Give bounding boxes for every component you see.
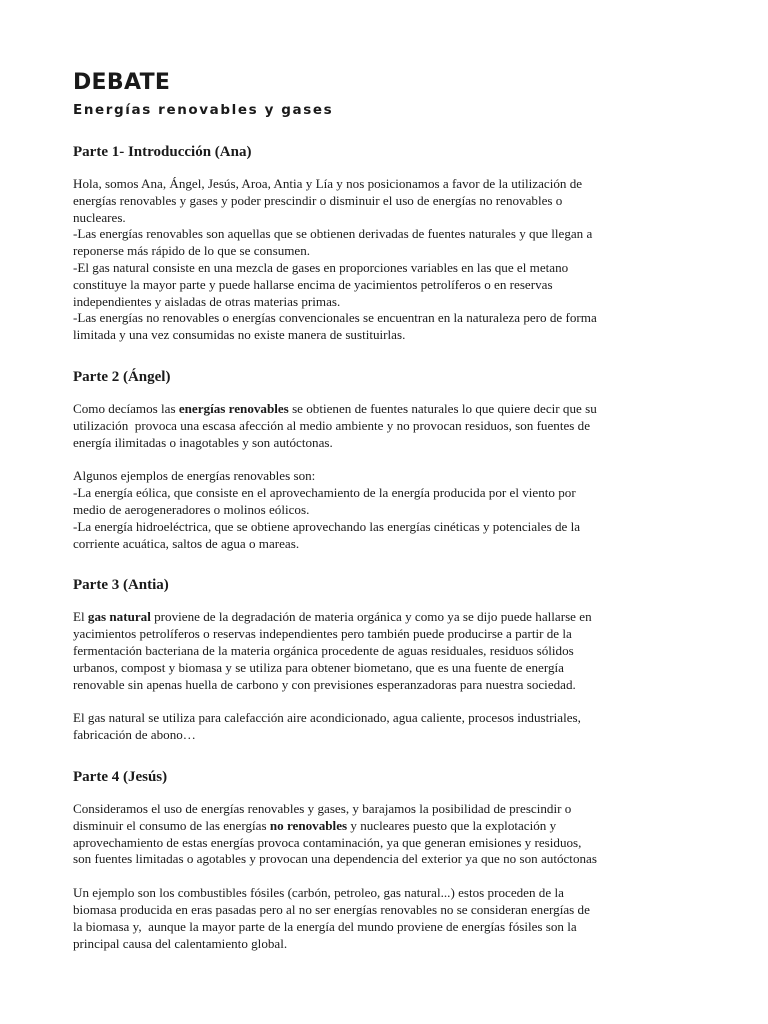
text-line: fabricación de abono… [73, 727, 196, 743]
bold-term: no renovables [269, 817, 348, 833]
text-line: Como decíamos las energías renovables se obtienen de fuentes naturales lo que quiere decir que su [73, 400, 597, 416]
text-line: utilización provoca una escasa afección al medio ambiente y no provocan residuos, son fuentes de [73, 417, 591, 433]
bold-term: energías renovables [178, 400, 289, 416]
text-line: Consideramos el uso de energías renovables y gases, y barajamos la posibilidad de prescindir o [73, 800, 572, 816]
text-line: renovable sin apenas huella de carbono y con previsiones esperanzadoras para nuestra sociedad. [73, 676, 576, 692]
text-line: energías renovables y gases y poder prescindir o disminuir el uso de energías no renovables o [73, 192, 563, 208]
text-line: -La energía hidroeléctrica, que se obtiene aprovechando las energías cinéticas y potenciales de la [73, 518, 581, 534]
section-parte-3 [73, 575, 703, 744]
text-line: limitada y una vez consumidas no existe manera de sustituirlas. [73, 327, 406, 343]
text-line: independientes y aisladas de otras materias primas. [73, 293, 341, 309]
section-heading: Parte 3 (Antia) [73, 577, 169, 594]
document-page [73, 68, 703, 952]
bold-term: gas natural [87, 609, 151, 625]
text-line: -La energía eólica, que consiste en el aprovechamiento de la energía producida por el viento por [73, 485, 576, 501]
section-parte-4 [73, 767, 703, 952]
paragraph [73, 401, 703, 451]
text-line: constituye la mayor parte y puede hallarse encima de yacimientos petrolíferos o en reservas [73, 276, 553, 292]
section-heading: Parte 4 (Jesús) [73, 768, 168, 785]
paragraph [73, 801, 703, 868]
paragraph [73, 609, 703, 693]
text-line: aprovechamiento de estas energías provoca contaminación, ya que generan emisiones y residuos, [73, 834, 582, 850]
text-line: urbanos, compost y biomasa y se utiliza para obtener biometano, que es una fuente de energía [73, 659, 564, 675]
text-line: principal causa del calentamiento global. [73, 935, 288, 951]
document-subtitle: Energías renovables y gases [73, 102, 334, 118]
text-line: disminuir el consumo de las energías no renovables y nucleares puesto que la explotación y [73, 817, 557, 833]
text-line: biomasa producida en eras pasadas pero al no ser energías renovables no se consideran energías de [73, 901, 590, 917]
text-line: energía ilimitadas o inagotables y son autóctonas. [73, 434, 333, 450]
text-line: Algunos ejemplos de energías renovables son: [73, 468, 316, 484]
section-heading: Parte 2 (Ángel) [73, 368, 171, 385]
text-line: yacimientos petrolíferos o reservas independientes pero también puede producirse a partir de la [73, 626, 572, 642]
text-line: fermentación bacteriana de la materia orgánica procedente de aguas residuales, residuos sólidos [73, 642, 574, 658]
text-line: corriente acuática, saltos de agua o mareas. [73, 535, 300, 551]
paragraph [73, 468, 703, 552]
text-line: medio de aerogeneradores o molinos eólicos. [73, 501, 310, 517]
text-line: Hola, somos Ana, Ángel, Jesús, Aroa, Antia y Lía y nos posicionamos a favor de la utilización de [73, 176, 583, 191]
paragraph [73, 885, 703, 952]
text-line: nucleares. [73, 209, 126, 225]
text-line: El gas natural proviene de la degradación de materia orgánica y como ya se dijo puede hallarse en [73, 609, 592, 625]
text-line: -Las energías no renovables o energías convencionales se encuentran en la naturaleza pero de forma [73, 310, 597, 326]
text-line: reponerse más rápido de lo que se consumen. [73, 243, 311, 259]
paragraph [73, 176, 703, 344]
text-line: Un ejemplo son los combustibles fósiles (carbón, petroleo, gas natural...) estos proceden de la [73, 885, 564, 901]
text-line: la biomasa y, aunque la mayor parte de la energía del mundo proviene de energías fósiles son la [73, 918, 577, 934]
paragraph [73, 710, 703, 744]
section-parte-2 [73, 367, 703, 552]
section-heading: Parte 1- Introducción (Ana) [73, 144, 252, 160]
section-parte-1 [73, 142, 703, 344]
text-line: -El gas natural consiste en una mezcla de gases en proporciones variables en las que el metano [73, 259, 569, 275]
text-line: El gas natural se utiliza para calefacción aire acondicionado, agua caliente, procesos industriales, [73, 710, 581, 726]
document-title: DEBATE [73, 70, 171, 95]
text-line: son fuentes limitadas o agotables y provocan una dependencia del exterior ya que no son autóctonas [73, 851, 597, 867]
text-line: -Las energías renovables son aquellas que se obtienen derivadas de fuentes naturales y que llegan a [73, 226, 593, 242]
